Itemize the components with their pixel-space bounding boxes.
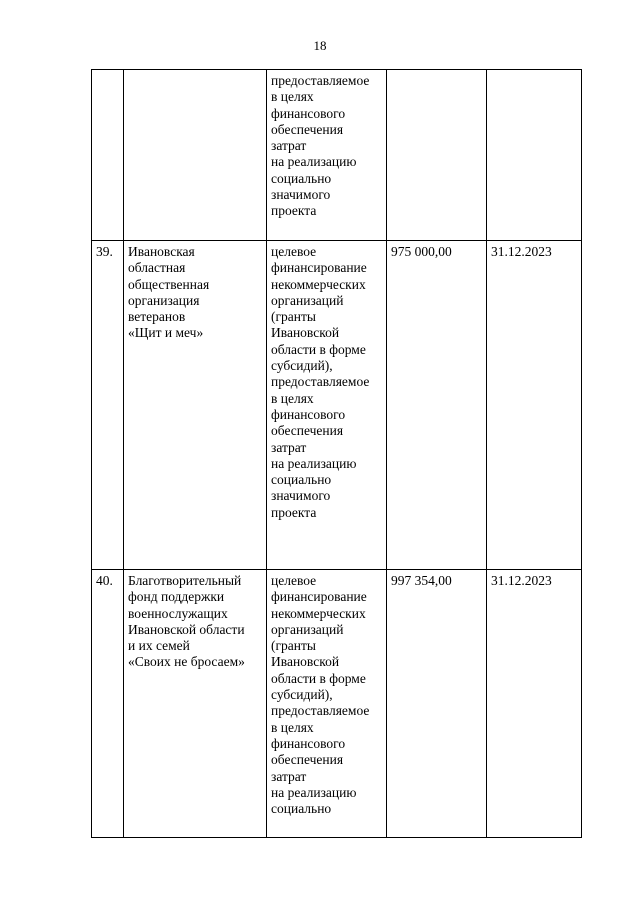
row-number-cell: 39. [92, 241, 124, 570]
date-cell: 31.12.2023 [487, 570, 582, 838]
description-cell: предоставляемое в целях финансового обеспечения затрат на реализацию социально значимого проекта [267, 70, 387, 241]
amount-cell: 997 354,00 [387, 570, 487, 838]
organization-cell [124, 70, 267, 241]
table-row [92, 241, 582, 570]
date-cell [487, 70, 582, 241]
table-row [92, 570, 582, 838]
description-cell: целевое финансирование некоммерческих организаций (гранты Ивановской области в форме субсидий), предоставляемое в целях финансового обеспечения затрат на реализацию социально [267, 570, 387, 838]
amount-cell [387, 70, 487, 241]
row-number-cell [92, 70, 124, 241]
grants-table [91, 69, 582, 838]
page-number: 18 [313, 38, 327, 53]
table-row [92, 70, 582, 241]
amount-cell: 975 000,00 [387, 241, 487, 570]
date-cell: 31.12.2023 [487, 241, 582, 570]
organization-cell: Благотворительный фонд поддержки военнослужащих Ивановской области и их семей «Своих не бросаем» [124, 570, 267, 838]
organization-cell: Ивановская областная общественная организация ветеранов «Щит и меч» [124, 241, 267, 570]
row-number-cell: 40. [92, 570, 124, 838]
description-cell: целевое финансирование некоммерческих организаций (гранты Ивановской области в форме субсидий), предоставляемое в целях финансового обеспечения затрат на реализацию социально значимого проекта [267, 241, 387, 570]
